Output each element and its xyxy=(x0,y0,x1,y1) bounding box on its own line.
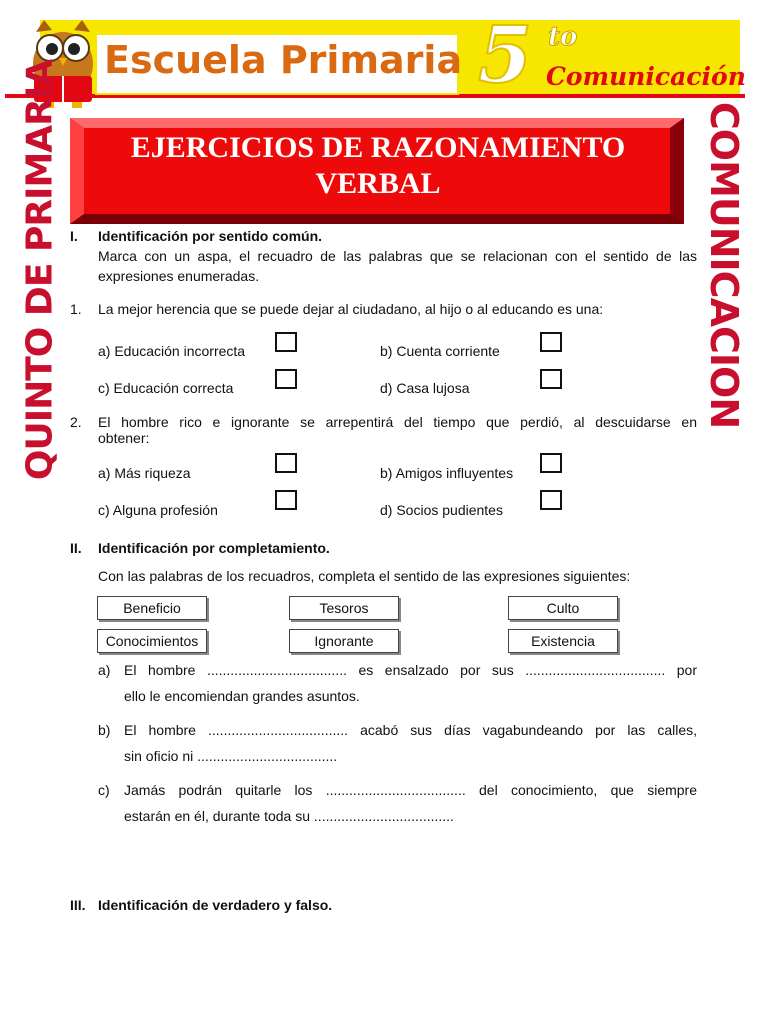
q1-checkbox-d[interactable] xyxy=(540,369,562,389)
q1-checkbox-c[interactable] xyxy=(275,369,297,389)
word-box: Tesoros xyxy=(289,596,399,620)
question-1-number: 1. xyxy=(70,301,82,317)
page-title xyxy=(90,130,666,202)
section-1-instruction-line-1: Marca con un aspa, el recuadro de las palabras que se relacionan con el sentido de las xyxy=(98,248,697,264)
word-box: Conocimientos xyxy=(97,629,207,653)
q2-option-c: c) Alguna profesión xyxy=(98,502,218,518)
item-a-line-2: ello le encomiendan grandes asuntos. xyxy=(124,688,360,704)
title-line-2: VERBAL xyxy=(315,167,441,200)
section-3-heading: Identificación de verdadero y falso. xyxy=(98,897,333,913)
question-2-text-line-2: obtener: xyxy=(98,430,150,446)
grade-number: 5 xyxy=(478,10,533,101)
school-name: Escuela Primaria xyxy=(104,38,463,82)
word-box: Beneficio xyxy=(97,596,207,620)
q1-option-a: a) Educación incorrecta xyxy=(98,343,246,359)
item-c-line-2: estarán en él, durante toda su .................................... xyxy=(124,808,454,824)
q2-checkbox-c[interactable] xyxy=(275,490,297,510)
question-1-text: La mejor herencia que se puede dejar al ciudadano, al hijo o al educando es una: xyxy=(98,301,604,317)
subject-label: Comunicación xyxy=(546,62,746,91)
item-c-letter: c) xyxy=(98,782,110,798)
title-line-1: EJERCICIOS DE RAZONAMIENTO xyxy=(130,131,626,164)
q1-checkbox-a[interactable] xyxy=(275,332,297,352)
side-label-right: COMUNICACION xyxy=(702,101,746,429)
q2-checkbox-a[interactable] xyxy=(275,453,297,473)
question-2-number: 2. xyxy=(70,414,82,430)
q2-option-b: b) Amigos influyentes xyxy=(380,465,514,481)
word-box: Existencia xyxy=(508,629,618,653)
section-1-number: I. xyxy=(70,228,78,244)
q2-option-d: d) Socios pudientes xyxy=(380,502,503,518)
word-box: Culto xyxy=(508,596,618,620)
q2-checkbox-d[interactable] xyxy=(540,490,562,510)
grade-suffix: to xyxy=(548,22,578,52)
item-b-line-2: sin oficio ni .................................... xyxy=(124,748,338,764)
q1-option-b: b) Cuenta corriente xyxy=(380,343,500,359)
q1-checkbox-b[interactable] xyxy=(540,332,562,352)
section-1-instruction-line-2: expresiones enumeradas. xyxy=(98,268,260,284)
q1-option-c: c) Educación correcta xyxy=(98,380,234,396)
question-2-text-line-1: El hombre rico e ignorante se arrepentirá del tiempo que perdió, al descuidarse en xyxy=(98,414,697,430)
section-3-number: III. xyxy=(70,897,86,913)
q1-option-d: d) Casa lujosa xyxy=(380,380,470,396)
side-label-left: QUINTO DE PRIMARIA xyxy=(19,59,61,481)
word-box: Ignorante xyxy=(289,629,399,653)
item-b-letter: b) xyxy=(98,722,111,738)
item-a-line-1: El hombre .................................... es ensalzado por sus .................................... por xyxy=(124,662,697,678)
section-2-instruction: Con las palabras de los recuadros, completa el sentido de las expresiones siguientes: xyxy=(98,568,631,584)
item-a-letter: a) xyxy=(98,662,111,678)
section-2-number: II. xyxy=(70,540,82,556)
section-1-heading: Identificación por sentido común. xyxy=(98,228,323,244)
section-2-heading: Identificación por completamiento. xyxy=(98,540,330,556)
q2-checkbox-b[interactable] xyxy=(540,453,562,473)
item-b-line-1: El hombre .................................... acabó sus días vagabundeando por las calles, xyxy=(124,722,697,738)
q2-option-a: a) Más riqueza xyxy=(98,465,191,481)
item-c-line-1: Jamás podrán quitarle los .................................... del conocimiento, que siempre xyxy=(124,782,697,798)
